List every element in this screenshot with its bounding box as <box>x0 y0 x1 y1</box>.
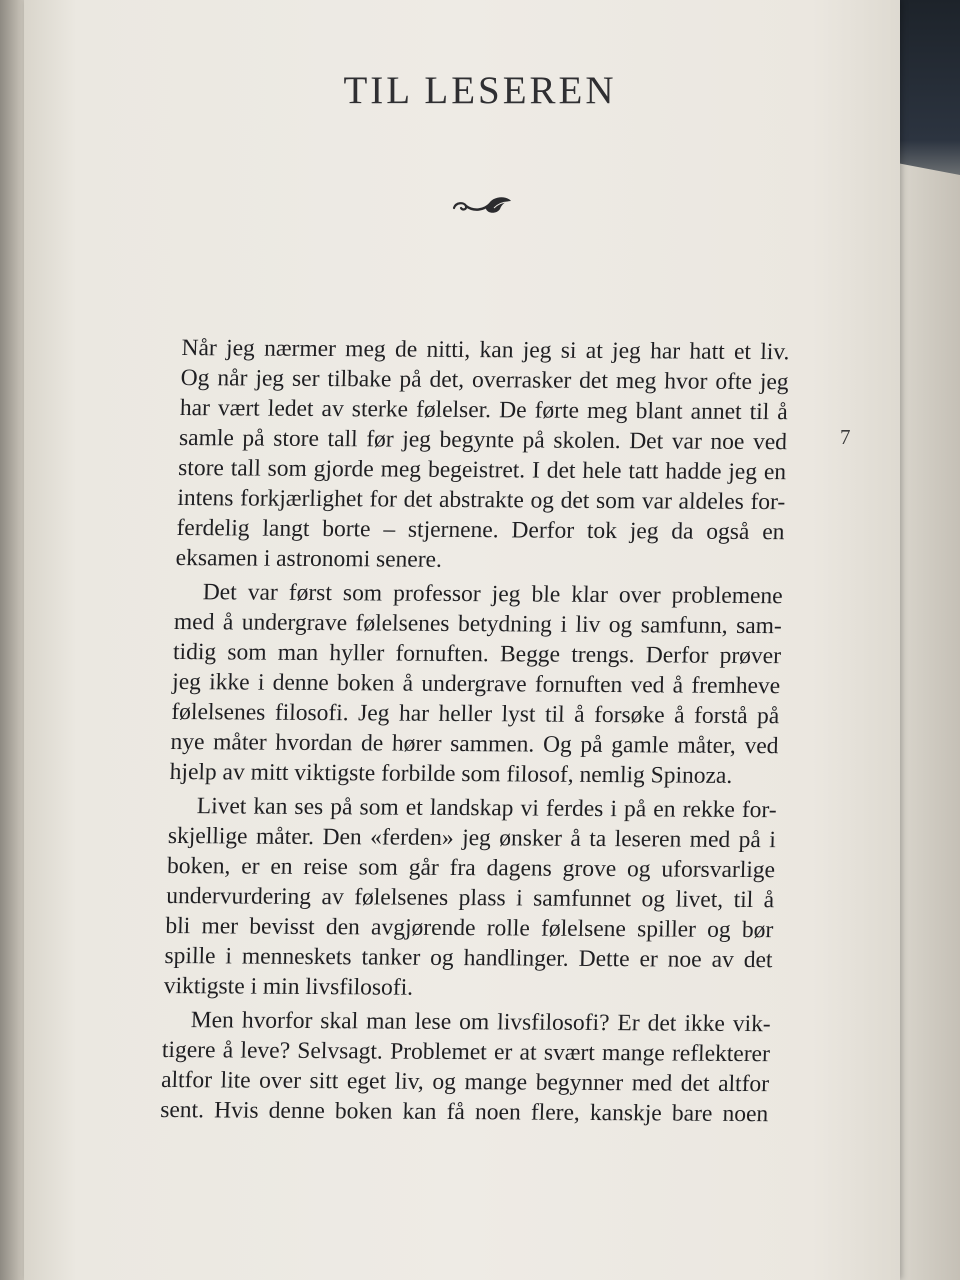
text-line: intens forkjærlighet for det abstrakte og det som var aldeles for- <box>177 484 786 516</box>
paragraph <box>169 577 783 791</box>
text-line: Det var først som professor jeg ble klar over problemene <box>202 579 784 610</box>
chapter-heading: TIL LESEREN <box>343 69 617 112</box>
text-line: boken, er en reise som går fra dagens grove og uforsvarlige <box>166 852 776 884</box>
text-line: Men hvorfor skal man lese om livsfilosofi? Er det ikke vik- <box>190 1007 772 1038</box>
paragraph <box>163 791 777 1005</box>
text-line: eksamen i astronomi senere. <box>175 544 443 573</box>
text-line: undervurdering av følelsenes plass i samfunnet og livet, til å <box>165 882 775 914</box>
body-text <box>160 333 790 1129</box>
paragraphs <box>160 333 790 1129</box>
text-line: spille i menneskets tanker og handlinger. Dette er noe av det <box>164 942 773 974</box>
table-surface <box>890 0 960 1280</box>
text-line: tidig som man hyller fornuften. Begge trengs. Derfor prøver <box>172 638 782 670</box>
text-line: altfor lite over sitt eget liv, og mange begynner med det altfor <box>160 1066 770 1098</box>
text-line: nye måter hvordan de hører sammen. Og på gamle måter, ved <box>170 728 779 760</box>
text-line: har vært ledet av sterke følelser. De førte meg blant annet til å <box>179 394 789 426</box>
text-line: ferdelig langt borte – stjernene. Derfor tok jeg da også en <box>176 514 785 546</box>
text-line: med å undergrave følelsenes betydning i liv og samfunn, sam- <box>173 608 783 640</box>
paragraph <box>175 333 790 577</box>
page-number: 7 <box>840 425 851 449</box>
text-line: følelsenes filosofi. Jeg har heller lyst til å forsøke å forstå på <box>171 698 780 730</box>
fleuron-icon <box>450 192 514 218</box>
text-line: samle på store tall før jeg begynte på skolen. Det var noe ved <box>178 424 788 456</box>
text-line: jeg ikke i denne boken å undergrave fornuften ved å fremheve <box>171 668 781 700</box>
text-line: Og når jeg ser tilbake på det, overrasker det meg hvor ofte jeg <box>180 364 790 396</box>
paragraph <box>160 1005 771 1129</box>
text-line: Livet kan ses på som et landskap vi ferdes i på en rekke for- <box>196 793 778 824</box>
text-line: store tall som gjorde meg begeistret. I det hele tatt hadde jeg en <box>177 454 787 486</box>
text-line: Når jeg nærmer meg de nitti, kan jeg si at jeg har hatt et liv. <box>181 334 790 366</box>
text-line: skjellige måter. Den «ferden» jeg ønsker å ta leseren med på i <box>167 822 777 854</box>
text-line: sent. Hvis denne boken kan få noen flere, kanskje bare noen <box>159 1096 769 1128</box>
text-line: tigere å leve? Selvsagt. Problemet er at svært mange reflekterer <box>161 1036 771 1068</box>
text-line: viktigste i min livsfilosofi. <box>163 972 414 1001</box>
text-line: hjelp av mitt viktigste forbilde som filosof, nemlig Spinoza. <box>169 758 733 789</box>
text-line: bli mer bevisst den avgjørende rolle følelsene spiller og bør <box>165 912 774 944</box>
